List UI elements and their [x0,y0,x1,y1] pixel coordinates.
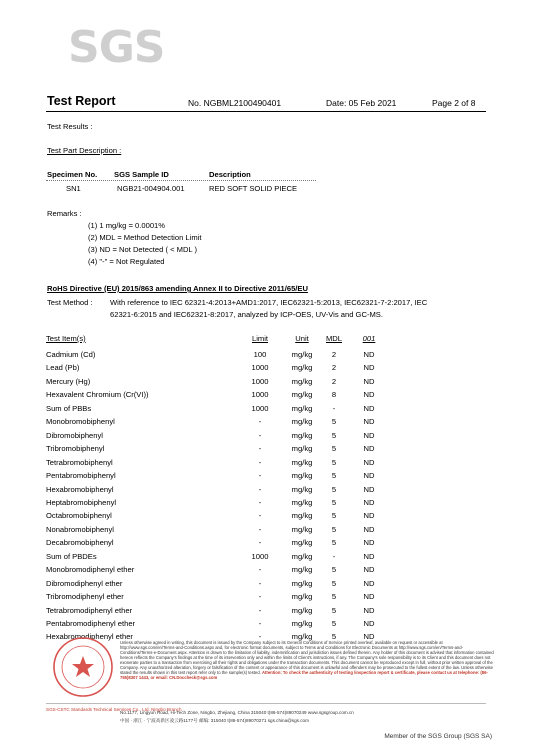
row-unit: mg/kg [291,551,313,561]
row-mdl: 5 [331,592,337,602]
row-unit: mg/kg [291,390,313,400]
row-result: ND [363,417,375,427]
row-item: Lead (Pb) [46,363,80,373]
row-result: ND [363,511,375,521]
row-mdl: 5 [331,511,337,521]
specimen-header-desc: Description [209,170,251,179]
specimen-header-id: SGS Sample ID [114,170,169,179]
row-item: Tribromodiphenyl ether [46,592,124,602]
row-item: Tetrabromobiphenyl [46,457,113,467]
row-mdl: 2 [331,376,337,386]
row-unit: mg/kg [291,471,313,481]
specimen-header-no: Specimen No. [47,170,98,179]
row-limit: - [258,511,262,521]
row-mdl: 5 [331,538,337,548]
page-indicator: Page 2 of 8 [432,98,476,108]
row-limit: - [258,538,262,548]
test-results-label: Test Results : [47,122,93,131]
remark-item: (1) 1 mg/kg = 0.0001% [88,221,166,230]
row-result: ND [363,350,375,359]
row-limit: - [258,430,262,440]
table-row [46,565,486,577]
row-result: ND [363,619,375,628]
header-divider [46,111,486,112]
row-result: ND [363,632,375,642]
row-unit: mg/kg [291,605,313,615]
row-unit: mg/kg [291,363,313,373]
header-result: 001 [362,334,376,343]
row-unit: mg/kg [291,511,313,521]
test-method-label: Test Method : [47,298,93,307]
row-mdl: 5 [331,457,337,467]
row-unit: mg/kg [291,619,313,628]
table-row [46,538,486,550]
remark-item: (3) ND = Not Detected ( < MDL ) [88,245,198,254]
row-limit: 1000 [251,403,269,413]
remark-item: (2) MDL = Method Detection Limit [88,233,202,242]
row-limit: 1000 [251,390,269,400]
row-item: Heptabromobiphenyl [46,497,117,507]
table-row [46,444,486,456]
row-item: Nonabromobiphenyl [46,524,114,534]
row-result: ND [363,497,375,507]
row-item: Hexavalent Chromium (Cr(VI)) [46,390,149,400]
table-row [46,498,486,510]
table-row [46,592,486,604]
row-limit: - [258,417,262,427]
row-item: Pentabromodiphenyl ether [46,619,136,628]
table-row [46,471,486,483]
row-result: ND [363,551,375,561]
specimen-description: RED SOFT SOLID PIECE [209,184,298,193]
row-mdl: 5 [331,565,337,575]
row-mdl: - [332,551,336,561]
row-unit: mg/kg [291,417,313,427]
row-result: ND [363,538,375,548]
row-unit: mg/kg [291,565,313,575]
row-unit: mg/kg [291,632,313,642]
part-description-label: Test Part Description : [47,146,122,155]
row-limit: - [258,497,262,507]
row-limit: - [258,619,262,628]
row-unit: mg/kg [291,524,313,534]
row-mdl: 5 [331,605,337,615]
table-row [46,579,486,591]
row-unit: mg/kg [291,484,313,494]
row-item: Monobromodiphenyl ether [46,565,135,575]
row-result: ND [363,457,375,467]
report-date: Date: 05 Feb 2021 [326,98,397,108]
table-row [46,485,486,497]
table-row [46,363,486,375]
row-result: ND [363,484,375,494]
row-result: ND [363,376,375,386]
row-mdl: 5 [331,471,337,481]
directive-title: RoHS Directive (EU) 2015/863 amending Annex II to Directive 2011/65/EU [47,284,308,293]
test-method-line2: 62321-6:2015 and IEC62321-8:2017, analyzed by ICP-OES, UV-Vis and GC-MS. [110,310,383,319]
row-item: Mercury (Hg) [46,376,91,386]
row-item: Monobromobiphenyl [46,417,115,427]
row-result: ND [363,444,375,454]
row-item: Hexabromodiphenyl ether [46,632,133,642]
row-mdl: 5 [331,497,337,507]
row-limit: 1000 [251,551,269,561]
sgs-group-member: Member of the SGS Group (SGS SA) [384,733,492,740]
table-row [46,606,486,618]
table-row [46,458,486,470]
row-item: Dibromodiphenyl ether [46,578,123,588]
row-mdl: 2 [331,363,337,373]
row-unit: mg/kg [291,350,313,359]
row-item: Sum of PBBs [46,403,92,413]
row-limit: - [258,578,262,588]
row-unit: mg/kg [291,376,313,386]
sgs-red-stamp [52,636,114,698]
row-limit: - [258,632,262,642]
header-unit: Unit [295,334,309,343]
row-result: ND [363,578,375,588]
table-row [46,390,486,402]
row-limit: 100 [253,350,267,359]
specimen-no: SN1 [66,184,81,193]
row-result: ND [363,363,375,373]
row-limit: 1000 [251,376,269,386]
row-unit: mg/kg [291,578,313,588]
row-unit: mg/kg [291,444,313,454]
row-item: Dibromobiphenyl [46,430,103,440]
header-mdl: MDL [325,334,343,343]
footer-address-cn: 中国 · 浙江 · 宁波高新区凌云路1177号 邮编: 315040 t(86-574)89070271 sgs.china@sgs.com [120,718,309,723]
row-unit: mg/kg [291,497,313,507]
row-mdl: 5 [331,619,337,628]
report-title: Test Report [47,94,116,108]
table-row [46,417,486,429]
header-test-items: Test Item(s) [46,334,86,343]
row-result: ND [363,524,375,534]
specimen-sample-id: NGB21-004904.001 [117,184,185,193]
row-result: ND [363,430,375,440]
row-item: Pentabromobiphenyl [46,471,116,481]
row-result: ND [363,403,375,413]
table-row [46,377,486,389]
row-mdl: 5 [331,484,337,494]
row-limit: - [258,592,262,602]
row-unit: mg/kg [291,430,313,440]
row-limit: - [258,524,262,534]
sgs-logo: SGS [68,22,165,73]
footer-divider [46,703,486,704]
row-item: Sum of PBDEs [46,551,97,561]
row-mdl: 8 [331,390,337,400]
table-header [46,334,486,346]
row-mdl: - [332,403,336,413]
row-item: Hexabromobiphenyl [46,484,114,494]
report-number: No. NGBML2100490401 [188,98,282,108]
test-method-line1: With reference to IEC 62321-4:2013+AMD1:2017, IEC62321-5:2013, IEC62321-7-2:2017, IEC [110,298,428,307]
header-limit: Limit [251,334,269,343]
table-row [46,511,486,523]
row-unit: mg/kg [291,457,313,467]
row-limit: - [258,471,262,481]
stamp-company-text: SGS-CSTC Standards Technical Services Co., Ltd. Ningbo Branch [46,707,182,712]
row-mdl: 5 [331,632,337,642]
row-item: Tetrabromodiphenyl ether [46,605,133,615]
table-row [46,525,486,537]
row-limit: - [258,484,262,494]
row-mdl: 5 [331,578,337,588]
row-unit: mg/kg [291,592,313,602]
table-row [46,431,486,443]
table-row [46,404,486,416]
row-mdl: 2 [331,350,337,359]
row-item: Decabromobiphenyl [46,538,114,548]
row-item: Octabromobiphenyl [46,511,112,521]
row-limit: - [258,565,262,575]
row-result: ND [363,592,375,602]
row-result: ND [363,605,375,615]
row-limit: - [258,444,262,454]
row-result: ND [363,471,375,481]
row-item: Cadmium (Cd) [46,350,96,359]
table-row [46,619,486,631]
specimen-divider [46,180,316,181]
remarks-label: Remarks : [47,209,82,218]
row-unit: mg/kg [291,538,313,548]
table-row [46,552,486,564]
disclaimer-text: Unless otherwise agreed in writing, this document is issued by the Company subject to its General Conditions of Service printed overleaf, available on request or accessible at http://www.sgs.com/en/Terms-and-Conditions.aspx and, for electronic format documents, subject to Terms and Conditions for Electronic Documents at http://www.sgs.com/en/Terms-and-Conditions/Terms-e-Document.aspx. Attention is drawn to the limitation of liability, indemnification and jurisdiction issues defined therein. Any holder of this document is advised that information contained hereon reflects the Company's findings at the time of its intervention only and within the limits of Client's instructions, if any. The Company's sole responsibility is to its Client and this document does not exonerate parties to a transaction from exercising all their rights and obligations under the transaction documents. This document cannot be reproduced except in full, without prior written approval of the Company. Any unauthorized alteration, forgery or falsification of the content or appearance of this document is unlawful and offenders may be prosecuted to the fullest extent of the law. Unless otherwise stated the results shown in this test report refer only to the sample(s) tested. Attention: To check the authenticity of testing /inspection report & certificate, please contact us at telephone: (86-755)8307 1443, or email: CN.Doccheck@sgs.com [120,640,494,680]
row-limit: 1000 [251,363,269,373]
footer-address-en: No.1177, Lingyun Road, Hi-Tech Zone, Ningbo, Zhejiang, China 315040 t(86-574)89070249 www.sgsgroup.com.cn [120,710,354,715]
table-row [46,350,486,362]
row-limit: - [258,605,262,615]
row-item: Tribromobiphenyl [46,444,105,454]
row-mdl: 5 [331,430,337,440]
remark-item: (4) "-" = Not Regulated [88,257,165,266]
row-result: ND [363,390,375,400]
row-mdl: 5 [331,524,337,534]
row-mdl: 5 [331,417,337,427]
row-mdl: 5 [331,444,337,454]
row-unit: mg/kg [291,403,313,413]
row-result: ND [363,565,375,575]
row-limit: - [258,457,262,467]
